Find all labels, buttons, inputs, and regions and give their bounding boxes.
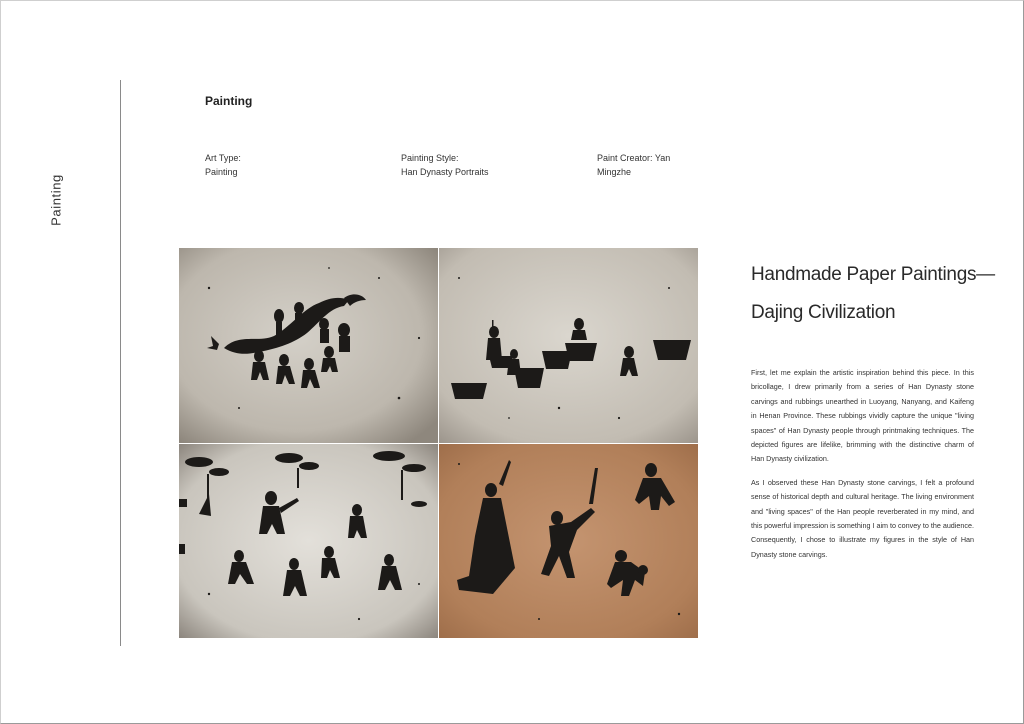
meta-art-type <box>205 151 375 179</box>
article-paragraph-2: As I observed these Han Dynasty stone carvings, I felt a profound sense of historical depth and cultural heritage. The living environment and "living spaces" of the Han people reverberated in my mind, and this powerful impression is something I aim to convey to the audience. Consequently, I chose to illustrate my figures in the style of Han Dynasty stone carvings. <box>751 477 974 559</box>
article-title <box>751 256 1011 332</box>
painting-panel-tree-combat <box>179 444 438 638</box>
article-paragraph-1: First, let me explain the artistic inspiration behind this piece. In this bricollage, I drew primarily from a series of Han Dynasty stone carvings and rubbings unearthed in Luoyang, Nanyang, and Kaifeng in Henan Province. These rubbings vividly capture the unique "living spaces" of Han Dynasty people through printmaking techniques. The depicted figures are lifelike, brimming with the distinctive charm of Han Dynasty civilization. <box>751 368 974 464</box>
section-title: Painting <box>205 94 253 108</box>
painting-panel-wrestlers <box>439 444 698 638</box>
side-label: Painting <box>48 174 64 226</box>
tree-combat-image <box>179 444 438 638</box>
meta-painting-style-label: Painting Style: <box>401 153 459 163</box>
painting-panel-dragon-dance <box>179 248 438 443</box>
meta-creator-label: Paint Creator: Yan <box>597 153 671 163</box>
meta-art-type-label: Art Type: <box>205 153 241 163</box>
meta-painting-style-value: Han Dynasty Portraits <box>401 167 489 177</box>
painting-panel-cauldron-workers <box>439 248 698 443</box>
vertical-divider <box>120 80 121 646</box>
article-title-line-1: Handmade Paper Paintings— <box>751 264 995 285</box>
meta-painting-style <box>401 151 581 179</box>
meta-art-type-value: Painting <box>205 167 238 177</box>
meta-creator-value: Mingzhe <box>597 167 632 177</box>
painting-gallery <box>179 248 698 638</box>
dragon-dance-image <box>179 248 438 443</box>
meta-creator <box>597 151 687 179</box>
wrestlers-image <box>439 444 698 638</box>
article-body <box>751 366 974 571</box>
cauldron-workers-image <box>439 248 698 443</box>
article-title-line-2: Dajing Civilization <box>751 302 896 323</box>
